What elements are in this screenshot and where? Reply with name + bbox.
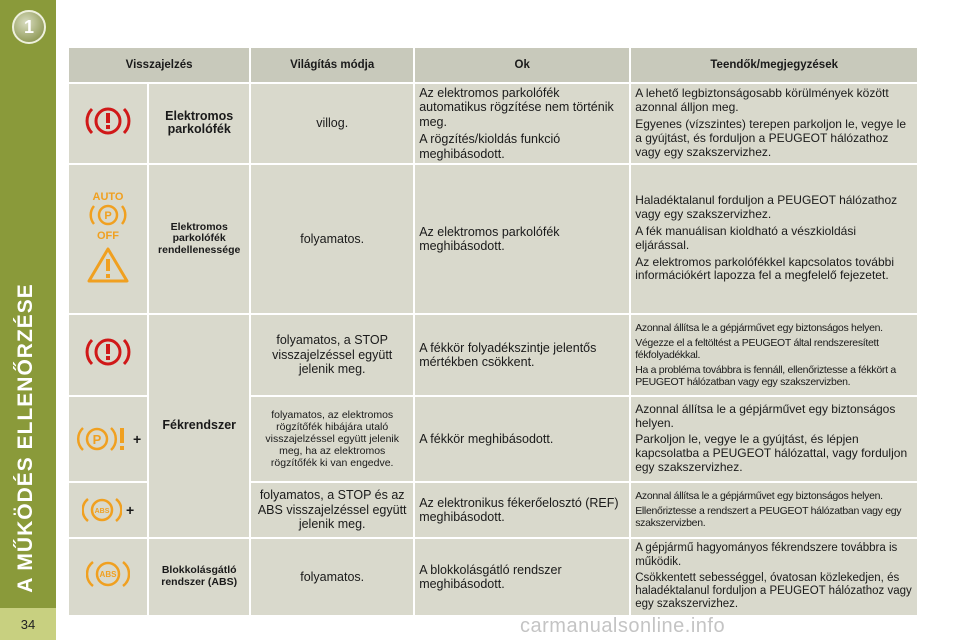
parking-brake-fault-icon (75, 423, 129, 455)
table-row (68, 164, 918, 314)
indicator-name: Blokkolásgátló rendszer (ABS) (148, 538, 250, 616)
plus-sign: + (133, 430, 142, 447)
action-text: Csökkentett sebességgel, óvatosan közlekedjen, és haladéktalanul forduljon a PEUGEOT hálózathoz vagy egy szakszervizhez. (635, 571, 912, 611)
icon-group (75, 495, 141, 525)
table-header-row (68, 47, 918, 83)
action-text: Azonnal állítsa le a gépjárművet egy biztonságos helyen. (635, 401, 896, 430)
abs-icon (86, 558, 130, 590)
chapter-number: 1 (23, 16, 34, 37)
page-number: 34 (0, 608, 56, 640)
cause-cell (414, 83, 630, 164)
warning-triangle-icon (86, 246, 130, 284)
brake-warning-icon (83, 334, 133, 370)
sidebar (0, 0, 56, 640)
header-cause: Ok (414, 47, 630, 83)
action-cell (630, 482, 918, 538)
action-text: A gépjármű hagyományos fékrendszere továbbra is működik. (635, 542, 898, 568)
action-text: Parkoljon le, vegye le a gyújtást, és lépjen kapcsolatba a PEUGEOT hálózattal, vagy forduljon egy szakszervizhez. (635, 432, 908, 475)
lighting-mode: folyamatos, az elektromos rögzítőfék hibájára utaló visszajelzéssel együtt jelenik meg, ha az elektromos rögzítőfék ki van engedve. (250, 396, 414, 482)
table-row (68, 83, 918, 164)
svg-text:P: P (92, 431, 102, 447)
abs-label: ABS (99, 570, 117, 580)
indicator-name: Elektromos parkolófék (148, 83, 250, 164)
lighting-mode: folyamatos. (250, 164, 414, 314)
indicator-cell (68, 164, 148, 314)
cause-cell (414, 538, 630, 616)
off-label: OFF (97, 229, 120, 241)
icon-group (75, 423, 141, 455)
action-text: Az elektromos parkolófékkel kapcsolatos további információkért lapozza fel a megfelelő fejezetet. (635, 254, 894, 283)
abs-label: ABS (94, 507, 110, 515)
action-cell (630, 396, 918, 482)
header-lighting-mode: Világítás módja (250, 47, 414, 83)
cause-text: A fékkör folyadékszintje jelentős mértékben csökkent. (419, 340, 597, 369)
auto-parking-off-icon (81, 189, 135, 241)
chapter-title: A MŰKÖDÉS ELLENŐRZÉSE (14, 283, 37, 593)
lighting-mode: folyamatos, a STOP és az ABS visszajelzéssel együtt jelenik meg. (250, 482, 414, 538)
action-cell (630, 164, 918, 314)
chapter-badge (12, 10, 46, 44)
header-actions: Teendők/megjegyzések (630, 47, 918, 83)
lighting-mode: folyamatos, a STOP visszajelzéssel együtt jelenik meg. (250, 314, 414, 396)
table-row (68, 314, 918, 396)
action-text: A fék manuálisan kioldható a vészkioldási eljárással. (635, 224, 856, 252)
abs-icon (82, 495, 122, 525)
cause-cell (414, 482, 630, 538)
action-text: A lehető legbiztonságosabb körülmények között azonnal álljon meg. (635, 86, 889, 115)
indicator-cell (68, 396, 148, 482)
table-row (68, 538, 918, 616)
cause-text: A rögzítés/kioldás funkció meghibásodott. (419, 132, 561, 161)
action-text: Ha a probléma továbbra is fennáll, ellenőriztesse a fékkört a PEUGEOT hálózatban vagy egy szakszervizben. (635, 363, 896, 388)
action-text: Végezze el a feltöltést a PEUGEOT által rendszeresített fékfolyadékkal. (635, 336, 879, 361)
lighting-mode: folyamatos. (250, 538, 414, 616)
action-cell (630, 314, 918, 396)
indicator-cell (68, 482, 148, 538)
cause-text: Az elektromos parkolófék meghibásodott. (419, 224, 560, 253)
cause-text: Az elektromos parkolófék automatikus rögzítése nem történik meg. (419, 86, 614, 129)
svg-text:P: P (104, 209, 112, 222)
cause-cell (414, 396, 630, 482)
cause-text: Az elektronikus fékerőelosztó (REF) meghibásodott. (419, 495, 619, 524)
action-cell (630, 538, 918, 616)
watermark: carmanualsonline.info (520, 615, 726, 637)
action-text: Azonnal állítsa le a gépjárművet egy biztonságos helyen. (635, 321, 883, 334)
action-text: Haladéktalanul forduljon a PEUGEOT hálózathoz vagy egy szakszervizhez. (635, 193, 898, 222)
cause-text: A blokkolásgátló rendszer meghibásodott. (419, 562, 562, 591)
action-text: Egyenes (vízszintes) terepen parkoljon le, vegye le a gyújtást, és forduljon a PEUGEOT hálózathoz vagy egy szakszervizhez. (635, 117, 906, 159)
plus-sign: + (126, 501, 135, 518)
lighting-mode: villog. (250, 83, 414, 164)
action-text: Ellenőriztesse a rendszert a PEUGEOT hálózatban vagy egy szakszervizben. (635, 505, 902, 530)
indicator-name: Fékrendszer (148, 314, 250, 538)
header-indicator: Visszajelzés (68, 47, 250, 83)
indicator-cell (68, 538, 148, 616)
indicator-cell (68, 83, 148, 164)
indicator-cell (68, 314, 148, 396)
cause-cell (414, 164, 630, 314)
action-cell (630, 83, 918, 164)
warning-lights-table (67, 46, 919, 617)
cause-cell (414, 314, 630, 396)
action-text: Azonnal állítsa le a gépjárművet egy biztonságos helyen. (635, 490, 883, 503)
brake-warning-icon (83, 103, 133, 139)
auto-label: AUTO (92, 190, 124, 203)
indicator-name: Elektromos parkolófék rendellenessége (148, 164, 250, 314)
cause-text: A fékkör meghibásodott. (419, 431, 554, 446)
